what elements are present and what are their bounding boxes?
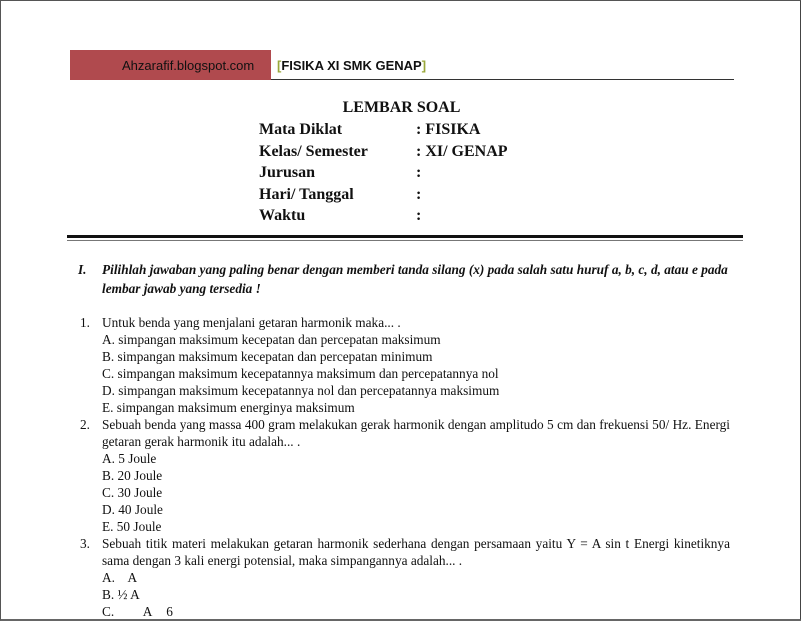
question-number: 1. [80,315,90,330]
info-value: : XI/ GENAP [416,142,508,160]
info-row [259,186,579,208]
question-list [80,314,730,620]
answer-option: B. simpangan maksimum kecepatan dan percepatan minimum [102,349,433,364]
answer-option: C. 30 Joule [102,485,163,500]
info-label: Mata Diklat [259,121,343,138]
answer-option: E. 50 Joule [102,519,162,534]
answer-option: A. A [102,570,138,585]
header-blog-name: Ahzarafif.blogspot.com [122,58,255,73]
info-label: Kelas/ Semester [259,142,368,160]
answer-option: C. A 6 [102,604,173,619]
question-text: Sebuah benda yang massa 400 gram melakukan gerak harmonik dengan amplitudo 5 cm dan frekuensi 50/ Hz. Energi getaran gerak harmonik itu adalah... . [102,417,730,449]
header-underline [271,79,734,80]
header-subject-tag [277,58,426,73]
question-item [80,314,730,416]
info-value: : [416,164,422,181]
answer-option: E. simpangan maksimum energinya maksimum [102,400,355,415]
instruction-section [78,260,738,298]
info-label: Jurusan [259,164,316,181]
separator-thin [67,240,743,241]
instruction-text: Pilihlah jawaban yang paling benar dengan memberi tanda silang (x) pada salah satu huruf a, b, c, d, atau e pada lembar jawab yang tersedia ! [102,262,728,296]
answer-option: D. simpangan maksimum kecepatannya nol dan percepatannya maksimum [102,383,500,398]
info-row [259,164,579,186]
info-row [259,143,579,165]
exam-info-table [259,121,579,229]
instruction-number: I. [78,262,87,277]
info-row [259,121,579,143]
info-row [259,207,579,229]
answer-option: A. 5 Joule [102,451,157,466]
info-label: Waktu [259,207,306,224]
answer-option: D. 40 Joule [102,502,163,517]
page-title: LEMBAR SOAL [342,99,461,116]
question-number: 3. [80,536,90,551]
question-number: 2. [80,417,90,432]
separator-thick [67,235,743,238]
info-value: : [416,185,422,203]
question-text: Untuk benda yang menjalani getaran harmonik maka... . [102,315,401,330]
bracket-open: [ [277,58,282,73]
answer-option: C. simpangan maksimum kecepatannya maksimum dan percepatannya nol [102,366,499,381]
bracket-close: ] [421,58,427,73]
info-value: : [416,207,422,224]
question-item [80,535,730,620]
answer-option: B. ½ A [102,587,140,602]
info-label: Hari/ Tanggal [259,185,354,203]
answer-option: A. simpangan maksimum kecepatan dan percepatan maksimum [102,332,441,347]
answer-option: B. 20 Joule [102,468,163,483]
question-item [80,416,730,535]
info-value: : FISIKA [416,121,481,138]
header-tag-text: FISIKA XI SMK GENAP [281,58,422,73]
question-text: Sebuah titik materi melakukan getaran harmonik sederhana dengan persamaan yaitu Y = A sin t Energi kinetiknya sama dengan 3 kali energi potensial, maka simpangannya adalah... . [102,536,730,568]
